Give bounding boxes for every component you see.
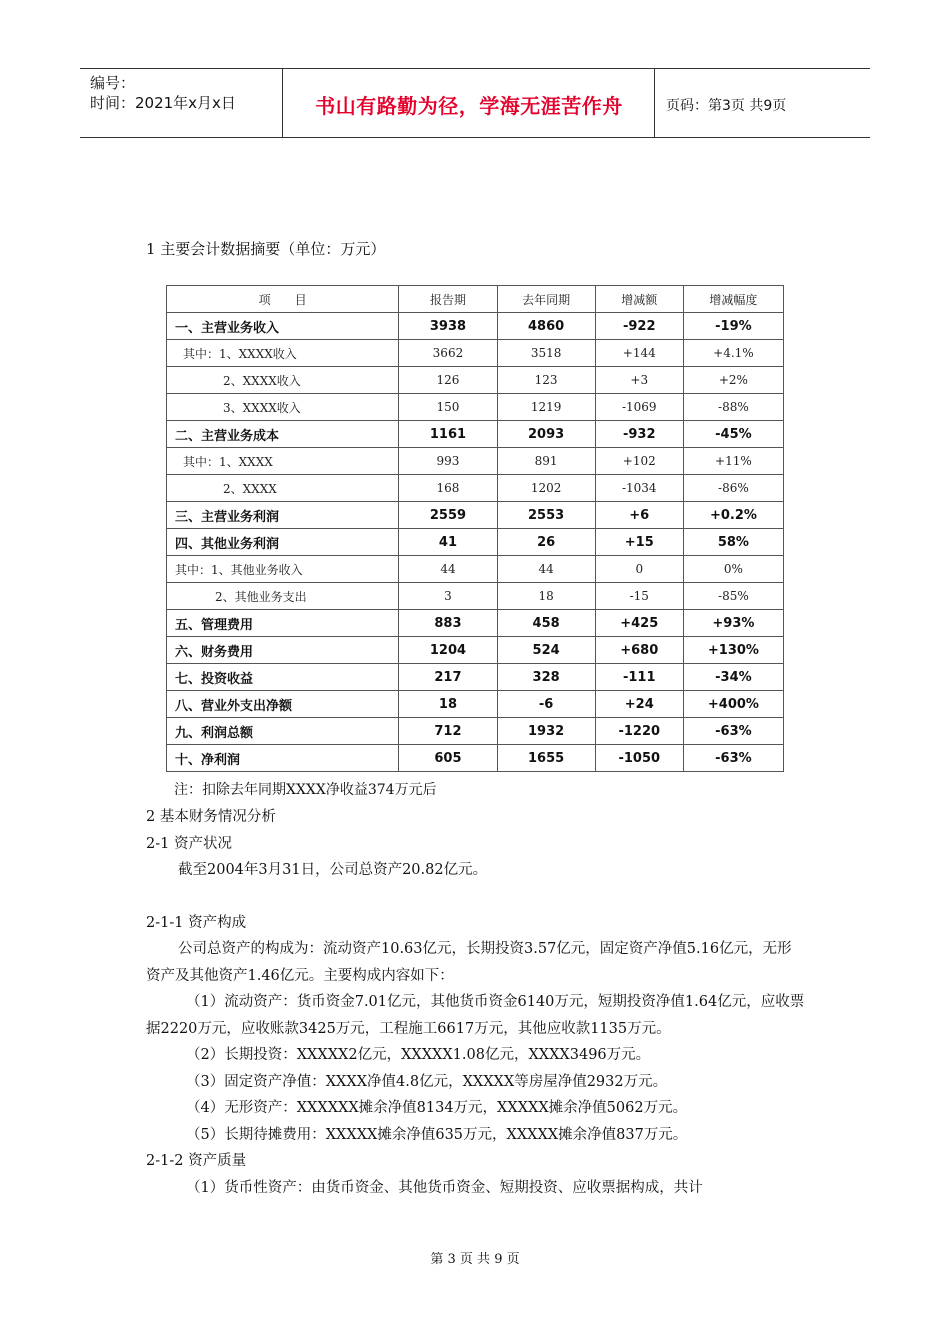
row-label: 2、其他业务支出 bbox=[167, 583, 399, 610]
row-label: 2、XXXX收入 bbox=[167, 367, 399, 394]
row-label: 六、财务费用 bbox=[167, 637, 399, 664]
table-cell: +6 bbox=[595, 502, 683, 529]
row-label: 三、主营业务利润 bbox=[167, 502, 399, 529]
table-cell: -34% bbox=[683, 664, 783, 691]
row-label: 一、主营业务收入 bbox=[167, 313, 399, 340]
column-header: 报告期 bbox=[399, 286, 497, 313]
row-label: 九、利润总额 bbox=[167, 718, 399, 745]
table-cell: 41 bbox=[399, 529, 497, 556]
document-time-label: 时间：2021年x月x日 bbox=[90, 94, 236, 112]
table-cell: 2553 bbox=[497, 502, 595, 529]
table-cell: +680 bbox=[595, 637, 683, 664]
header-motto: 书山有路勤为径，学海无涯苦作舟 bbox=[315, 94, 623, 118]
table-cell: -1220 bbox=[595, 718, 683, 745]
table-row bbox=[167, 664, 784, 691]
section-heading: 2 基本财务情况分析 bbox=[146, 809, 276, 825]
table-cell: 891 bbox=[497, 448, 595, 475]
body-text bbox=[146, 804, 806, 1201]
row-label: 2、XXXX bbox=[167, 475, 399, 502]
paragraph: （1）货币性资产：由货币资金、其他货币资金、短期投资、应收票据构成，共计 bbox=[186, 1179, 703, 1196]
table-cell: -932 bbox=[595, 421, 683, 448]
table-cell: +4.1% bbox=[683, 340, 783, 367]
table-row bbox=[167, 502, 784, 529]
table-row bbox=[167, 394, 784, 421]
table-row bbox=[167, 556, 784, 583]
table-cell: 1161 bbox=[399, 421, 497, 448]
paragraph: 截至2004年3月31日，公司总资产20.82亿元。 bbox=[178, 862, 488, 878]
row-label: 其中：1、其他业务收入 bbox=[167, 556, 399, 583]
row-label: 二、主营业务成本 bbox=[167, 421, 399, 448]
table-cell: 712 bbox=[399, 718, 497, 745]
row-label: 五、管理费用 bbox=[167, 610, 399, 637]
table-cell: +130% bbox=[683, 637, 783, 664]
table-row bbox=[167, 745, 784, 772]
table-cell: 44 bbox=[497, 556, 595, 583]
paragraph: （5）长期待摊费用：XXXXX摊余净值635万元，XXXXX摊余净值837万元。 bbox=[186, 1126, 688, 1143]
paragraph: （4）无形资产：XXXXXX摊余净值8134万元，XXXXX摊余净值5062万元。 bbox=[186, 1100, 688, 1116]
table-cell: -6 bbox=[497, 691, 595, 718]
paragraph: （3）固定资产净值：XXXX净值4.8亿元，XXXXX等房屋净值2932万元。 bbox=[186, 1073, 668, 1090]
table-cell: -45% bbox=[683, 421, 783, 448]
header-divider bbox=[282, 69, 283, 137]
row-label: 其中：1、XXXX bbox=[167, 448, 399, 475]
table-cell: -922 bbox=[595, 313, 683, 340]
spacer bbox=[146, 884, 806, 910]
table-cell: 1202 bbox=[497, 475, 595, 502]
table-cell: +425 bbox=[595, 610, 683, 637]
table-cell: 2093 bbox=[497, 421, 595, 448]
paragraph: 公司总资产的构成为：流动资产10.63亿元，长期投资3.57亿元，固定资产净值5.16亿元，无形资产及其他资产1.46亿元。主要构成内容如下： bbox=[146, 941, 792, 984]
table-cell: +15 bbox=[595, 529, 683, 556]
table-note: 注：扣除去年同期XXXX净收益374万元后 bbox=[174, 782, 437, 798]
table-cell: -15 bbox=[595, 583, 683, 610]
table-row bbox=[167, 367, 784, 394]
table-cell: +2% bbox=[683, 367, 783, 394]
table-header-row bbox=[167, 286, 784, 313]
table-cell: -85% bbox=[683, 583, 783, 610]
table-cell: +144 bbox=[595, 340, 683, 367]
table-cell: 123 bbox=[497, 367, 595, 394]
section-heading: 2-1 资产状况 bbox=[146, 835, 232, 852]
column-header: 去年同期 bbox=[497, 286, 595, 313]
table-cell: 168 bbox=[399, 475, 497, 502]
table-cell: 0 bbox=[595, 556, 683, 583]
table-cell: 1932 bbox=[497, 718, 595, 745]
table-row bbox=[167, 448, 784, 475]
row-label: 四、其他业务利润 bbox=[167, 529, 399, 556]
table-cell: 4860 bbox=[497, 313, 595, 340]
table-cell: 18 bbox=[497, 583, 595, 610]
table-cell: 883 bbox=[399, 610, 497, 637]
table-cell: 217 bbox=[399, 664, 497, 691]
table-cell: +11% bbox=[683, 448, 783, 475]
table-cell: -1034 bbox=[595, 475, 683, 502]
table-row bbox=[167, 421, 784, 448]
table-cell: 3518 bbox=[497, 340, 595, 367]
table-cell: +102 bbox=[595, 448, 683, 475]
section-heading: 2-1-1 资产构成 bbox=[146, 914, 247, 931]
table-cell: +24 bbox=[595, 691, 683, 718]
section-title: 1 主要会计数据摘要（单位：万元） bbox=[146, 240, 386, 258]
table-cell: 3938 bbox=[399, 313, 497, 340]
column-header: 增减幅度 bbox=[683, 286, 783, 313]
document-number-label: 编号： bbox=[90, 74, 136, 92]
column-header: 增减额 bbox=[595, 286, 683, 313]
row-label: 八、营业外支出净额 bbox=[167, 691, 399, 718]
table-row bbox=[167, 637, 784, 664]
table-cell: 3662 bbox=[399, 340, 497, 367]
table-cell: 605 bbox=[399, 745, 497, 772]
table-cell: -111 bbox=[595, 664, 683, 691]
page-footer: 第 3 页 共 9 页 bbox=[430, 1252, 520, 1267]
table-cell: 58% bbox=[683, 529, 783, 556]
table-cell: 18 bbox=[399, 691, 497, 718]
paragraph: （2）长期投资：XXXXX2亿元，XXXXX1.08亿元，XXXX3496万元。 bbox=[186, 1047, 651, 1063]
header-divider bbox=[654, 69, 655, 137]
row-label: 3、XXXX收入 bbox=[167, 394, 399, 421]
row-label: 其中：1、XXXX收入 bbox=[167, 340, 399, 367]
table-cell: 1655 bbox=[497, 745, 595, 772]
table-row bbox=[167, 610, 784, 637]
table-cell: 524 bbox=[497, 637, 595, 664]
table-cell: -88% bbox=[683, 394, 783, 421]
table-cell: 328 bbox=[497, 664, 595, 691]
table-cell: 150 bbox=[399, 394, 497, 421]
table-cell: +400% bbox=[683, 691, 783, 718]
section-heading: 2-1-2 资产质量 bbox=[146, 1153, 247, 1169]
table-row bbox=[167, 340, 784, 367]
table-cell: 26 bbox=[497, 529, 595, 556]
table-cell: +0.2% bbox=[683, 502, 783, 529]
table-cell: -63% bbox=[683, 745, 783, 772]
table-body bbox=[167, 313, 784, 772]
table-cell: -86% bbox=[683, 475, 783, 502]
table-row bbox=[167, 529, 784, 556]
table-cell: 0% bbox=[683, 556, 783, 583]
table-row bbox=[167, 475, 784, 502]
table-cell: 1204 bbox=[399, 637, 497, 664]
table-cell: -1050 bbox=[595, 745, 683, 772]
table-cell: 1219 bbox=[497, 394, 595, 421]
financial-summary-table bbox=[166, 285, 784, 772]
table-cell: -19% bbox=[683, 313, 783, 340]
table-row bbox=[167, 313, 784, 340]
table-row bbox=[167, 583, 784, 610]
table-cell: 3 bbox=[399, 583, 497, 610]
page-header bbox=[80, 68, 870, 138]
table-cell: +93% bbox=[683, 610, 783, 637]
table-cell: +3 bbox=[595, 367, 683, 394]
table-cell: 458 bbox=[497, 610, 595, 637]
paragraph: （1）流动资产：货币资金7.01亿元，其他货币资金6140万元，短期投资净值1.64亿元，应收票据2220万元，应收账款3425万元，工程施工6617万元，其他应收款1135万元。 bbox=[146, 994, 805, 1037]
table-row bbox=[167, 718, 784, 745]
row-label: 十、净利润 bbox=[167, 745, 399, 772]
row-label: 七、投资收益 bbox=[167, 664, 399, 691]
table-cell: 993 bbox=[399, 448, 497, 475]
table-row bbox=[167, 691, 784, 718]
table-cell: 126 bbox=[399, 367, 497, 394]
table-cell: -63% bbox=[683, 718, 783, 745]
column-header: 项 目 bbox=[167, 286, 399, 313]
table-cell: 2559 bbox=[399, 502, 497, 529]
header-left bbox=[90, 73, 236, 113]
table-cell: -1069 bbox=[595, 394, 683, 421]
header-page-label: 页码：第3页 共9页 bbox=[666, 98, 787, 114]
table-cell: 44 bbox=[399, 556, 497, 583]
